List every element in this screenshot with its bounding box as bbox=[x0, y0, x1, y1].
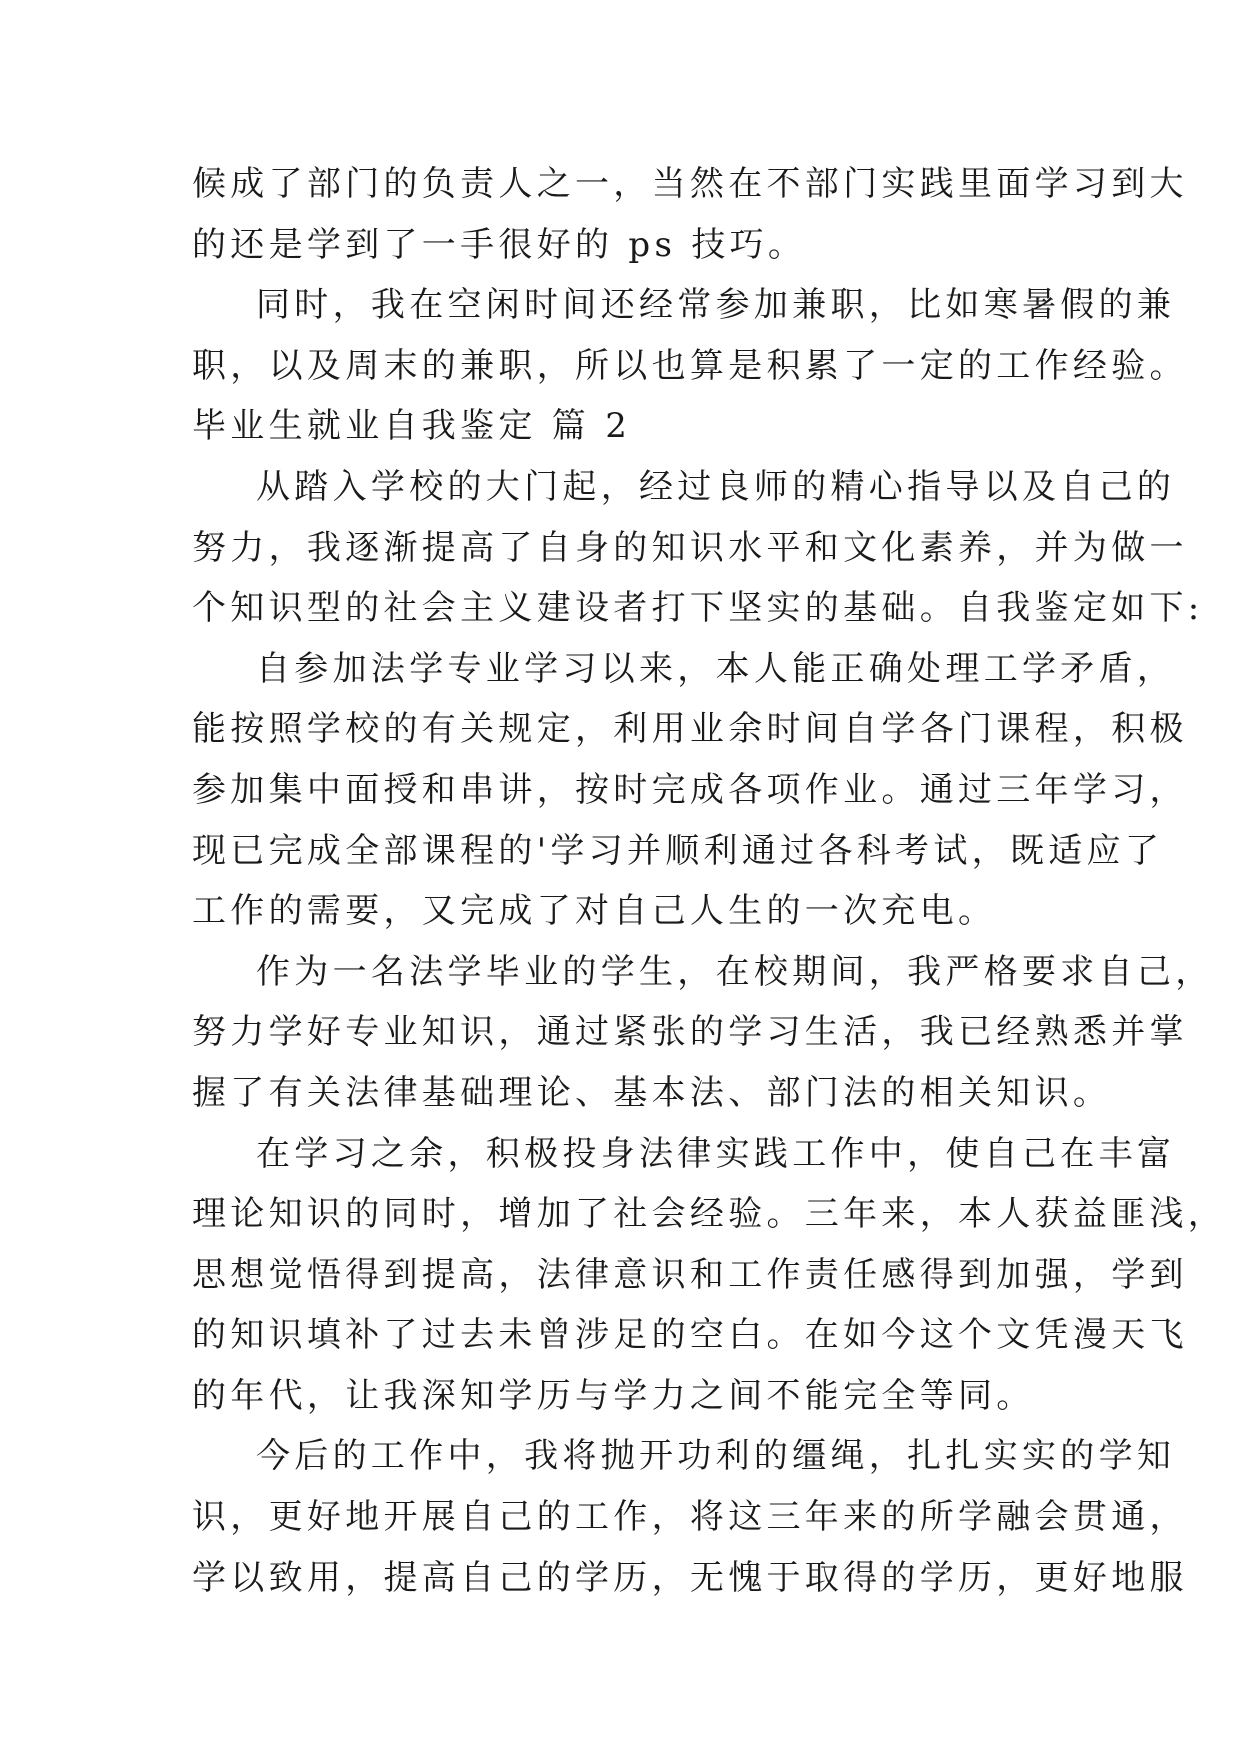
document-body bbox=[192, 154, 1227, 1608]
text-line: 作为一名法学毕业的学生，在校期间，我严格要求自己， bbox=[256, 951, 1214, 992]
text-line: 努力学好专业知识，通过紧张的学习生活，我已经熟悉并掌 bbox=[192, 1012, 1188, 1053]
text-line: 的知识填补了过去未曾涉足的空白。在如今这个文凭漫天飞 bbox=[192, 1315, 1188, 1356]
text-line: 个知识型的社会主义建设者打下坚实的基础。自我鉴定如下: bbox=[192, 588, 1204, 629]
text-line: 的年代，让我深知学历与学力之间不能完全等同。 bbox=[192, 1375, 1035, 1416]
text-line: 从踏入学校的大门起，经过良师的精心指导以及自己的 bbox=[256, 466, 1176, 507]
text-line: 识，更好地开展自己的工作，将这三年来的所学融会贯通， bbox=[192, 1497, 1188, 1538]
text-line: 能按照学校的有关规定，利用业余时间自学各门课程，积极 bbox=[192, 709, 1188, 750]
text-line: 今后的工作中，我将抛开功利的缰绳，扎扎实实的学知 bbox=[256, 1436, 1176, 1477]
text-line: 自参加法学专业学习以来，本人能正确处理工学矛盾， bbox=[256, 648, 1176, 689]
section-heading: 毕业生就业自我鉴定 篇 2 bbox=[192, 406, 632, 447]
text-line: 现已完成全部课程的'学习并顺利通过各科考试，既适应了 bbox=[192, 830, 1164, 871]
text-line: 同时，我在空闲时间还经常参加兼职，比如寒暑假的兼 bbox=[256, 285, 1176, 326]
text-line: 候成了部门的负责人之一，当然在不部门实践里面学习到大 bbox=[192, 164, 1188, 204]
text-line: 职，以及周末的兼职，所以也算是积累了一定的工作经验。 bbox=[192, 345, 1188, 386]
text-line: 理论知识的同时，增加了社会经验。三年来，本人获益匪浅， bbox=[192, 1194, 1227, 1235]
text-line: 参加集中面授和串讲，按时完成各项作业。通过三年学习， bbox=[192, 769, 1188, 810]
text-line: 思想觉悟得到提高，法律意识和工作责任感得到加强，学到 bbox=[192, 1254, 1188, 1295]
text-line: 在学习之余，积极投身法律实践工作中，使自己在丰富 bbox=[256, 1133, 1176, 1174]
text-line: 工作的需要，又完成了对自己人生的一次充电。 bbox=[192, 891, 997, 932]
text-line: 学以致用，提高自己的学历，无愧于取得的学历，更好地服 bbox=[192, 1557, 1188, 1598]
text-line: 握了有关法律基础理论、基本法、部门法的相关知识。 bbox=[192, 1072, 1112, 1113]
text-line: 努力，我逐渐提高了自身的知识水平和文化素养，并为做一 bbox=[192, 527, 1188, 568]
text-line: 的还是学到了一手很好的 ps 技巧。 bbox=[192, 224, 807, 265]
